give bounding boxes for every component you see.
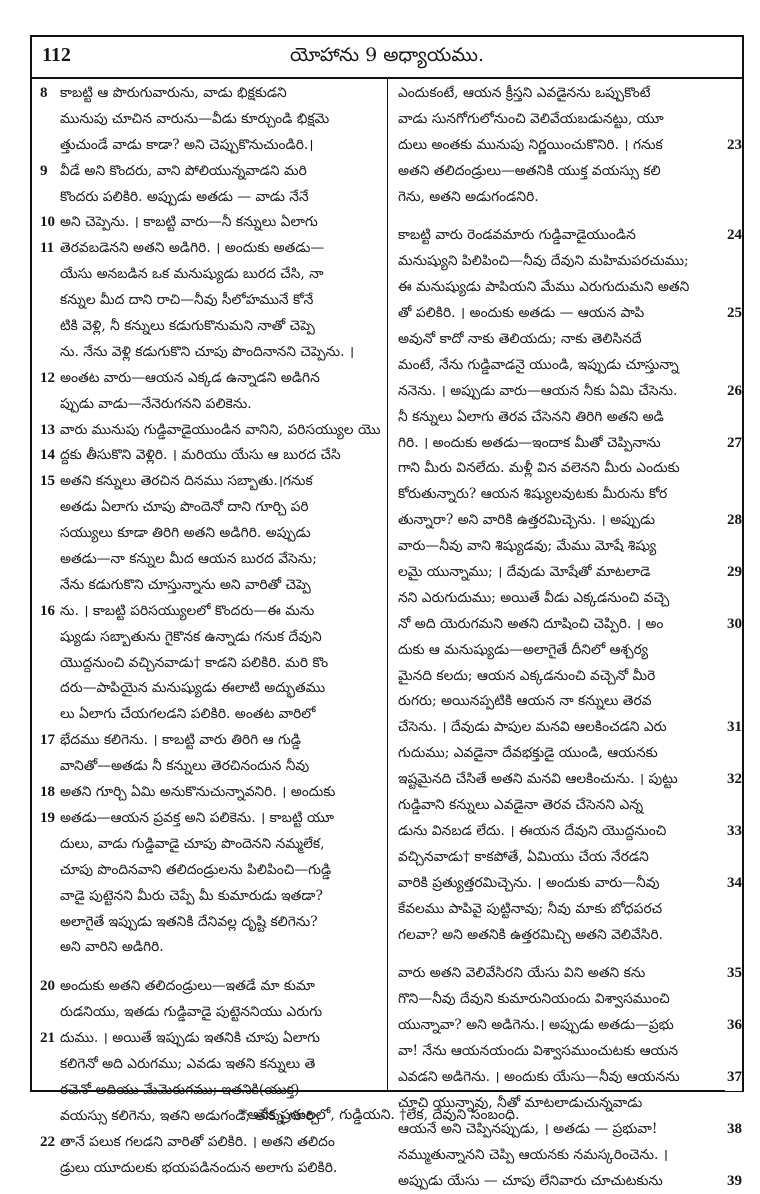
line-text: అప్పుడు యేసు — చూపు లేనివారు చూచుటకును	[398, 1172, 663, 1189]
text-line	[398, 560, 742, 586]
line-text: ష్యుడు సబ్బాతును గైకొనక ఉన్నాడు గనుక దేవుని	[60, 628, 322, 645]
text-line	[40, 1052, 384, 1078]
text-line	[398, 1039, 742, 1065]
verse-number: 9	[40, 162, 48, 179]
verse-number: 31	[725, 715, 742, 741]
line-text: దుము. । అయితే ఇప్పుడు ఇతనికి చూపు ఏలాగు	[60, 1030, 320, 1047]
line-text: వయస్సు కలిగెను, ఇతని అడుగండి; తన్ను గూర్చి	[60, 1107, 320, 1124]
verse-number: 14	[40, 447, 55, 464]
text-line	[398, 923, 742, 949]
line-text: ను. । కాబట్టి పరిసయ్యులలో కొందరు—ఈ మను	[60, 602, 315, 619]
text-line	[40, 935, 384, 961]
text-line	[40, 288, 384, 314]
text-line	[40, 81, 384, 107]
line-text: చేసెను. । దేవుడు పాపుల మనవి ఆలకించడని ఎరు	[398, 719, 667, 736]
text-line	[40, 107, 384, 133]
text-line	[398, 223, 742, 249]
line-text: కాబట్టి ఆ పొరుగువారును, వాడు భిక్షకుడని	[60, 85, 287, 101]
line-text: కన్నుల మీద దాని రాచి—నీవు సీలోహమునే కోనే	[60, 292, 314, 309]
text-line	[398, 612, 742, 638]
verse-number: 33	[725, 819, 742, 845]
text-line	[40, 1078, 384, 1104]
line-text: కోరుతున్నారు? ఆయన శిష్యులవుటకు మీరును కోర	[398, 486, 668, 503]
line-text: రచెనో అదియు మేమెరుగము; ఇతనికి(యుక్త)	[60, 1081, 300, 1098]
text-line	[398, 664, 742, 690]
line-text: వారు—నీవు వాని శిష్యుడవు; మేము మోషే శిష్యు	[398, 538, 657, 555]
line-text: కేవలము పాపివై పుట్టినావు; నీవు మాకు బోధపరచ	[398, 900, 663, 917]
verse-number: 8	[40, 85, 48, 101]
line-text: రుగరు; అయినప్పటికి ఆయన నా కన్నులు తెరవ	[398, 693, 652, 710]
text-line	[40, 547, 384, 573]
line-text: టికి వెళ్లి, నీ కన్నులు కడుగుకొనుమని నాతో చెప్పె	[60, 318, 315, 335]
text-line	[40, 806, 384, 832]
verse-number: 36	[725, 1013, 742, 1039]
text-line	[40, 418, 384, 444]
line-text: అతని కన్నులు తెరచిన దినము సబ్బాతు.।గనుక	[60, 473, 313, 490]
line-text: వా! నేను ఆయనయందు విశ్వాసముంచుటకు ఆయన	[398, 1043, 679, 1060]
text-line	[40, 1026, 384, 1052]
text-line	[40, 469, 384, 495]
verse-number: 32	[725, 767, 742, 793]
line-text: దులు, వాడు గుడ్డివాడై చూపు పొందెనని నమ్మలేక,	[60, 835, 325, 852]
line-text: అని వారిని అడిగిరి.	[60, 939, 164, 956]
text-line	[40, 728, 384, 754]
line-text: మునుపు చూచిన వారును—వీడు కూర్చుండి భిక్షమె	[60, 110, 330, 127]
verse-number: 22	[40, 1133, 55, 1150]
line-text: వాడు సునగోగులోనుంచి వెలివేయబడునట్టు, యూ	[398, 110, 664, 127]
verse-number: 19	[40, 809, 55, 826]
text-line	[398, 586, 742, 612]
text-line	[40, 521, 384, 547]
line-text: రుడనియు, ఇతడు గుడ్డివాడై పుట్టెననియు ఎరుగు	[60, 1004, 323, 1021]
text-line	[40, 159, 384, 185]
line-text: అతని తలిదండ్రులు—అతనికి యుక్త వయస్సు కలి	[398, 162, 661, 179]
text-line	[398, 379, 742, 405]
line-text: తానే పలుక గలడని వారితో పలికిరి. । అతని తలిదం	[60, 1133, 335, 1150]
text-line	[40, 340, 384, 366]
text-line	[40, 133, 384, 159]
verse-number: 13	[40, 421, 55, 438]
verse-number: 12	[40, 369, 55, 386]
line-text: దరు—పాపియైన మనుష్యుడు ఈలాటి అద్భుతము	[60, 680, 326, 697]
text-line	[398, 482, 742, 508]
line-text: కలిగెనో అది ఎరుగము; ఎవడు ఇతని కన్నులు తె	[60, 1055, 316, 1072]
paragraph-gap	[398, 948, 742, 961]
text-line	[40, 702, 384, 728]
line-text: అతడు ఏలాగు చూపు పొందెనో దాని గూర్చి పరి	[60, 499, 309, 516]
text-line	[398, 159, 742, 185]
line-text: అంతట వారు—ఆయన ఎక్కడ ఉన్నాడని అడిగిన	[60, 369, 320, 386]
text-line	[40, 832, 384, 858]
line-text: ద్దకు తీసుకొని వెళ్లిరి. । మరియు యేసు ఆ బురద చేసి	[60, 447, 341, 464]
verse-number: 30	[725, 612, 742, 638]
line-text: తెరవబడెనని అతని అడిగిరి. । అందుకు అతడు—	[60, 240, 325, 257]
text-line	[40, 651, 384, 677]
text-line	[398, 353, 742, 379]
line-text: వారు మునుపు గుడ్డివాడైయుండిన వానిని, పరిసయ్యుల యొ	[60, 421, 381, 438]
text-line	[398, 871, 742, 897]
text-line	[40, 910, 384, 936]
text-line	[40, 1000, 384, 1026]
line-text: అతడు—ఆయన ప్రవక్త అని పలికెను. । కాబట్టి యూ	[60, 809, 334, 826]
line-text: నని ఎరుగుదుము; అయితే వీడు ఎక్కడనుంచి వచ్చె	[398, 589, 670, 606]
line-text: డును వినబడ లేదు. । ఈయన దేవుని యొద్దనుంచి	[398, 822, 667, 839]
line-text: మనుష్యుని పిలిపించి—నీవు దేవుని మహిమపరచుము;	[398, 253, 689, 270]
line-text: వారికి ప్రత్యుత్తరమిచ్చెను. । అందుకు వారు—నీవు	[398, 874, 660, 891]
verse-number: 15	[40, 473, 55, 490]
line-text: దులు అంతకు మునుపు నిర్ణయించుకొనిరి. । గనుక	[398, 136, 663, 153]
text-line	[40, 236, 384, 262]
text-line	[398, 1169, 742, 1194]
line-text: వీడే అని కొందరు, వాని పోలియున్నవాడని మరి	[60, 162, 307, 179]
line-text: ననెను. । అప్పుడు వారు—ఆయన నీకు ఏమి చేసెను.	[398, 382, 678, 399]
text-line	[40, 210, 384, 236]
line-text: తున్నారా? అని వారికి ఉత్తరమిచ్చెను. । అప్పుడు	[398, 512, 656, 529]
page-header	[32, 37, 742, 79]
line-text: యేసు అనబడిన ఒక మనుష్యుడు బురద చేసి, నా	[60, 266, 324, 283]
verse-number: 38	[725, 1117, 742, 1143]
line-text: గలవా? అని అతనికి ఉత్తరమిచ్చి అతని వెలివేసిరి.	[398, 926, 664, 943]
text-line	[398, 1143, 742, 1169]
text-line	[398, 845, 742, 871]
line-text: సయ్యులు కూడా తిరిగి అతని అడిగిరి. అప్పుడు	[60, 525, 311, 542]
line-text: నేను కడుగుకొని చూస్తున్నాను అని వారితో చెప్పె	[60, 576, 311, 593]
text-line	[398, 301, 742, 327]
text-line	[398, 1013, 742, 1039]
paragraph-gap	[398, 210, 742, 223]
text-line	[398, 431, 742, 457]
text-line	[40, 858, 384, 884]
paragraph-gap	[40, 961, 384, 974]
text-line	[40, 573, 384, 599]
text-line	[40, 366, 384, 392]
text-line	[398, 767, 742, 793]
line-text: వచ్చినవాడు† కాకపోతే, ఏమియు చేయ నేరడని	[398, 848, 649, 865]
line-text: గుదుము; ఎవడైనా దేవభక్తుడై యుండి, ఆయనకు	[398, 745, 658, 762]
text-line	[398, 133, 742, 159]
text-line	[398, 508, 742, 534]
text-line	[398, 275, 742, 301]
line-text: లు ఏలాగు చేయగలడని పలికిరి. అంతట వారిలో	[60, 706, 316, 723]
verse-number: 16	[40, 602, 55, 619]
column-divider	[387, 77, 388, 1090]
line-text: ఎందుకంటే, ఆయన క్రీస్తని ఎవడైనను ఒప్పుకొంటే	[398, 85, 651, 101]
verse-number: 34	[725, 871, 742, 897]
text-line	[40, 599, 384, 625]
text-line	[40, 262, 384, 288]
line-text: ఈ మనుష్యుడు పాపియని మేము ఎరుగుదుమని అతని	[398, 279, 690, 296]
line-text: అని చెప్పెను. । కాబట్టి వారు—నీ కన్నులు ఏలాగు	[60, 214, 318, 231]
text-line	[398, 819, 742, 845]
line-text: దుకు ఆ మనుష్యుడు—అలాగైతే దీనిలో ఆశ్చర్య	[398, 641, 649, 658]
text-line	[398, 456, 742, 482]
line-text: చూచి యున్నావు, నీతో మాటలాడుచున్నవాడు	[398, 1094, 643, 1111]
verse-number: 18	[40, 784, 55, 801]
verse-number: 20	[40, 978, 55, 995]
line-text: యొద్దనుంచి వచ్చినవాడు† కాడని పలికిరి. మరి కొం	[60, 654, 329, 671]
verse-number: 24	[725, 223, 742, 249]
text-line	[40, 314, 384, 340]
text-line	[398, 81, 742, 107]
text-line	[398, 1065, 742, 1091]
line-text: అతడు—నా కన్నుల మీద ఆయన బురద వేసెను;	[60, 551, 317, 568]
line-text: మైనది కలదు; ఆయన ఎక్కడనుంచి వచ్చెనో మీరె	[398, 667, 656, 684]
verse-number: 25	[725, 301, 742, 327]
text-line	[398, 405, 742, 431]
verse-number: 23	[725, 133, 742, 159]
verse-number: 29	[725, 560, 742, 586]
verse-number: 21	[40, 1030, 55, 1047]
line-text: ఎవడని అడిగెను. । అందుకు యేసు—నీవు ఆయనను	[398, 1068, 680, 1085]
page-number: 112	[42, 44, 71, 66]
text-line	[398, 689, 742, 715]
verse-number: 17	[40, 732, 55, 749]
text-line	[398, 961, 742, 987]
line-text: త్తుచుండే వాడు కాడా? అని చెప్పుకొనుచుండిరి.।	[60, 136, 314, 153]
verse-number: 11	[40, 240, 55, 257]
line-text: చూపు పొందినవాని తలిదండ్రులను పిలిపించి—గుడ్డి	[60, 861, 332, 878]
line-text: గొని—నీవు దేవుని కుమారునియందు విశ్వాసముంచి	[398, 991, 670, 1008]
text-line	[398, 185, 742, 211]
text-line	[398, 987, 742, 1013]
text-line	[40, 495, 384, 521]
text-line	[40, 974, 384, 1000]
line-text: అవునో కాదో నాకు తెలియదు; నాకు తెలిసినదే	[398, 331, 642, 348]
text-line	[398, 638, 742, 664]
line-text: గిరి. । అందుకు అతడు—ఇందాక మీతో చెప్పినాను	[398, 434, 661, 451]
text-line	[40, 392, 384, 418]
line-text: మంటే, నేను గుడ్డివాడనై యుండి, ఇప్పుడు చూస్తున్నా	[398, 356, 679, 373]
line-text: వారు అతని వెలివేసిరని యేసు విని అతని కను	[398, 965, 646, 982]
line-text: అందుకు అతని తలిదండ్రులు—ఇతడే మా కుమా	[60, 978, 315, 995]
line-text: కొందరు పలికిరి. అప్పుడు అతడు — వాడు నేనే	[60, 188, 309, 205]
line-text: నమ్ముతున్నానని చెప్పి ఆయనకు నమస్కరించెను. ।	[398, 1146, 668, 1163]
verse-number: 28	[725, 508, 742, 534]
line-text: ను. నేను వెళ్లి కడుగుకొని చూపు పొందినానని చెప్పెను. ।	[60, 343, 355, 360]
line-text: తో పలికిరి. । అందుకు అతడు — ఆయన పాపి	[398, 305, 645, 322]
text-line	[40, 780, 384, 806]
text-line	[40, 884, 384, 910]
line-text: గుడ్డివాని కన్నులు ఎవడైనా తెరవ చేసెనని ఎన్న	[398, 797, 644, 814]
verse-number: 26	[725, 379, 742, 405]
text-line	[398, 741, 742, 767]
text-line	[398, 534, 742, 560]
text-line	[398, 327, 742, 353]
line-text: అతని గూర్చి ఏమి అనుకొనుచున్నావనిరి. । అందుకు	[60, 784, 336, 801]
line-text: డ్రులు యూదులకు భయపడినందున అలాగు పలికిరి.	[60, 1159, 338, 1176]
text-line	[398, 715, 742, 741]
text-line	[40, 185, 384, 211]
text-line	[40, 443, 384, 469]
footnote: *అనేక ప్రతులలో, గుడ్డియని. †లేక, దేవుని సంబంధి.	[240, 1107, 520, 1123]
line-text: వాడై పుట్టెనని మీరు చెప్పే మీ కుమారుడు ఇతడా?	[60, 887, 323, 904]
text-line	[398, 107, 742, 133]
text-line	[40, 676, 384, 702]
text-line	[398, 249, 742, 275]
line-text: ఆయనే అని చెప్పినప్పుడు, । అతడు — ప్రభువా!	[398, 1120, 658, 1137]
verse-number: 37	[725, 1065, 742, 1091]
line-text: కాబట్టి వారు రెండవమారు గుడ్డివాడైయుండిన	[398, 227, 636, 244]
line-text: గాని మీరు వినలేదు. మళ్లీ విన వలెనని మీరు ఎందుకు	[398, 460, 680, 477]
line-text: నో అది యెరుగమని అతని దూషించి చెప్పిరి. । అం	[398, 615, 664, 632]
line-text: భేదము కలిగెను. । కాబట్టి వారు తిరిగి ఆ గుడ్డి	[60, 732, 302, 749]
right-column	[398, 81, 742, 1189]
text-line	[398, 897, 742, 923]
verse-number: 27	[725, 431, 742, 457]
line-text: యున్నావా? అని అడిగెను.। అప్పుడు అతడు—ప్రభు	[398, 1017, 674, 1034]
line-text: అలాగైతే ఇప్పుడు ఇతనికి దేనివల్ల దృష్టి కలిగెను?	[60, 913, 318, 930]
line-text: ప్పుడు వాడు—నేనెరుగనని పలికెను.	[60, 395, 252, 412]
text-line	[40, 625, 384, 651]
line-text: గెను, అతని అడుగండనిరి.	[398, 188, 539, 205]
line-text: నీ కన్నులు ఏలాగు తెరవ చేసెనని తిరిగి అతని అడి	[398, 408, 664, 425]
text-line	[40, 1130, 384, 1156]
text-line	[40, 754, 384, 780]
text-line	[40, 1156, 384, 1182]
line-text: ఇష్టమైనది చేసితే అతని మనవి ఆలకించును. । పుట్టు	[398, 771, 678, 788]
running-title: యోహాను 9 అధ్యాయము.	[289, 44, 485, 66]
verse-number: 35	[725, 961, 742, 987]
verse-number: 39	[725, 1169, 742, 1194]
verse-number: 10	[40, 214, 55, 231]
line-text: వానితో—అతడు నీ కన్నులు తెరచినందున నీవు	[60, 758, 310, 775]
text-line	[398, 793, 742, 819]
line-text: లమై యున్నాము; । దేవుడు మోషేతో మాటలాడె	[398, 564, 651, 581]
